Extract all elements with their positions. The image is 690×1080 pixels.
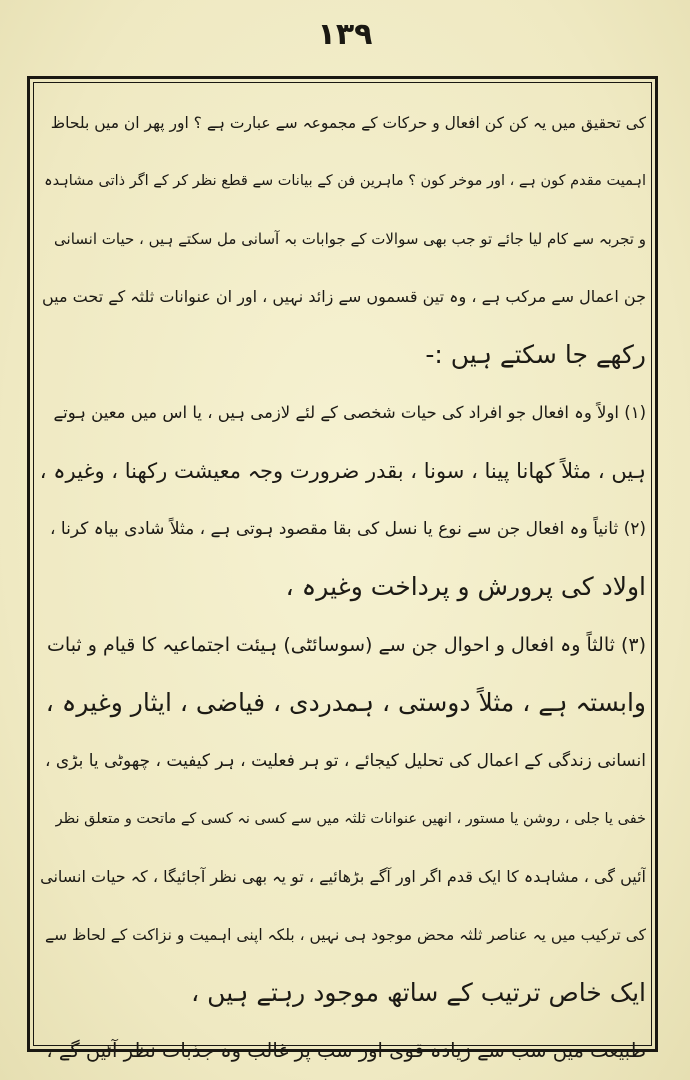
- text-line: ایک خاص ترتیب کے ساتھ موجود رہتے ہیں ،: [191, 978, 646, 1007]
- text-line: ہیں ، مثلاً کھانا پینا ، سونا ، بقدر ضرورت وجہ معیشت رکھنا ، وغیرہ ،: [40, 459, 646, 483]
- text-line: خفی یا جلی ، روشن یا مستور ، انھیں عنوانات ثلثہ میں سے کسی نہ کسی کے ماتحت و متعلق نظر: [55, 811, 646, 827]
- text-line: اولاد کی پرورش و پرداخت وغیرہ ،: [285, 572, 646, 601]
- text-line: و تجربہ سے کام لیا جائے تو جب بھی سوالات کے جوابات بہ آسانی مل سکتے ہیں ، حیات انسانی: [54, 230, 646, 248]
- text-line: (۲) ثانیاً وہ افعال جن سے نوع یا نسل کی بقا مقصود ہوتی ہے ، مثلاً شادی بیاہ کرنا ،: [50, 519, 646, 539]
- text-line: انسانی زندگی کے اعمال کی تحلیل کیجائے ، تو ہر فعلیت ، ہر کیفیت ، چھوٹی یا بڑی ،: [45, 751, 646, 771]
- text-line: طبیعت میں سب سے زیادہ قوی اور سب پر غالب وہ جذبات نظر آئیں گے ،: [46, 1039, 646, 1062]
- text-line: کی تحقیق میں یہ کن کن افعال و حرکات کے مجموعہ سے عبارت ہے ؟ اور پھر ان میں بلحاظ: [50, 114, 646, 132]
- text-line: (۳) ثالثاً وہ افعال و احوال جن سے (سوسائٹی) ہیئت اجتماعیہ کا قیام و ثبات: [47, 634, 646, 656]
- text-line: آئیں گی ، مشاہدہ کا ایک قدم اگر اور آگے بڑھائیے ، تو یہ بھی نظر آجائیگا ، کہ حیات انسانی: [40, 867, 646, 886]
- text-line: اہمیت مقدم کون ہے ، اور موخر کون ؟ ماہرین فن کے بیانات سے قطع نظر کر کے اگر ذاتی مشاہدہ: [44, 173, 646, 189]
- page-number: ۱۳۹: [317, 17, 373, 52]
- text-line: کی ترکیب میں یہ عناصر ثلثہ محض موجود ہی نہیں ، بلکہ اپنی اہمیت و نزاکت کے لحاظ سے: [45, 926, 646, 944]
- text-line: جن اعمال سے مرکب ہے ، وہ تین قسموں سے زائد نہیں ، اور ان عنوانات ثلثہ کے تحت میں: [41, 287, 646, 306]
- text-line: وابستہ ہے ، مثلاً دوستی ، ہمدردی ، فیاضی ، ایثار وغیرہ ،: [45, 688, 646, 717]
- text-line: رکھے جا سکتے ہیں :-: [425, 340, 646, 369]
- text-line: (۱) اولاً وہ افعال جو افراد کی حیات شخصی کے لئے لازمی ہیں ، یا اس میں معین ہوتے: [53, 403, 646, 422]
